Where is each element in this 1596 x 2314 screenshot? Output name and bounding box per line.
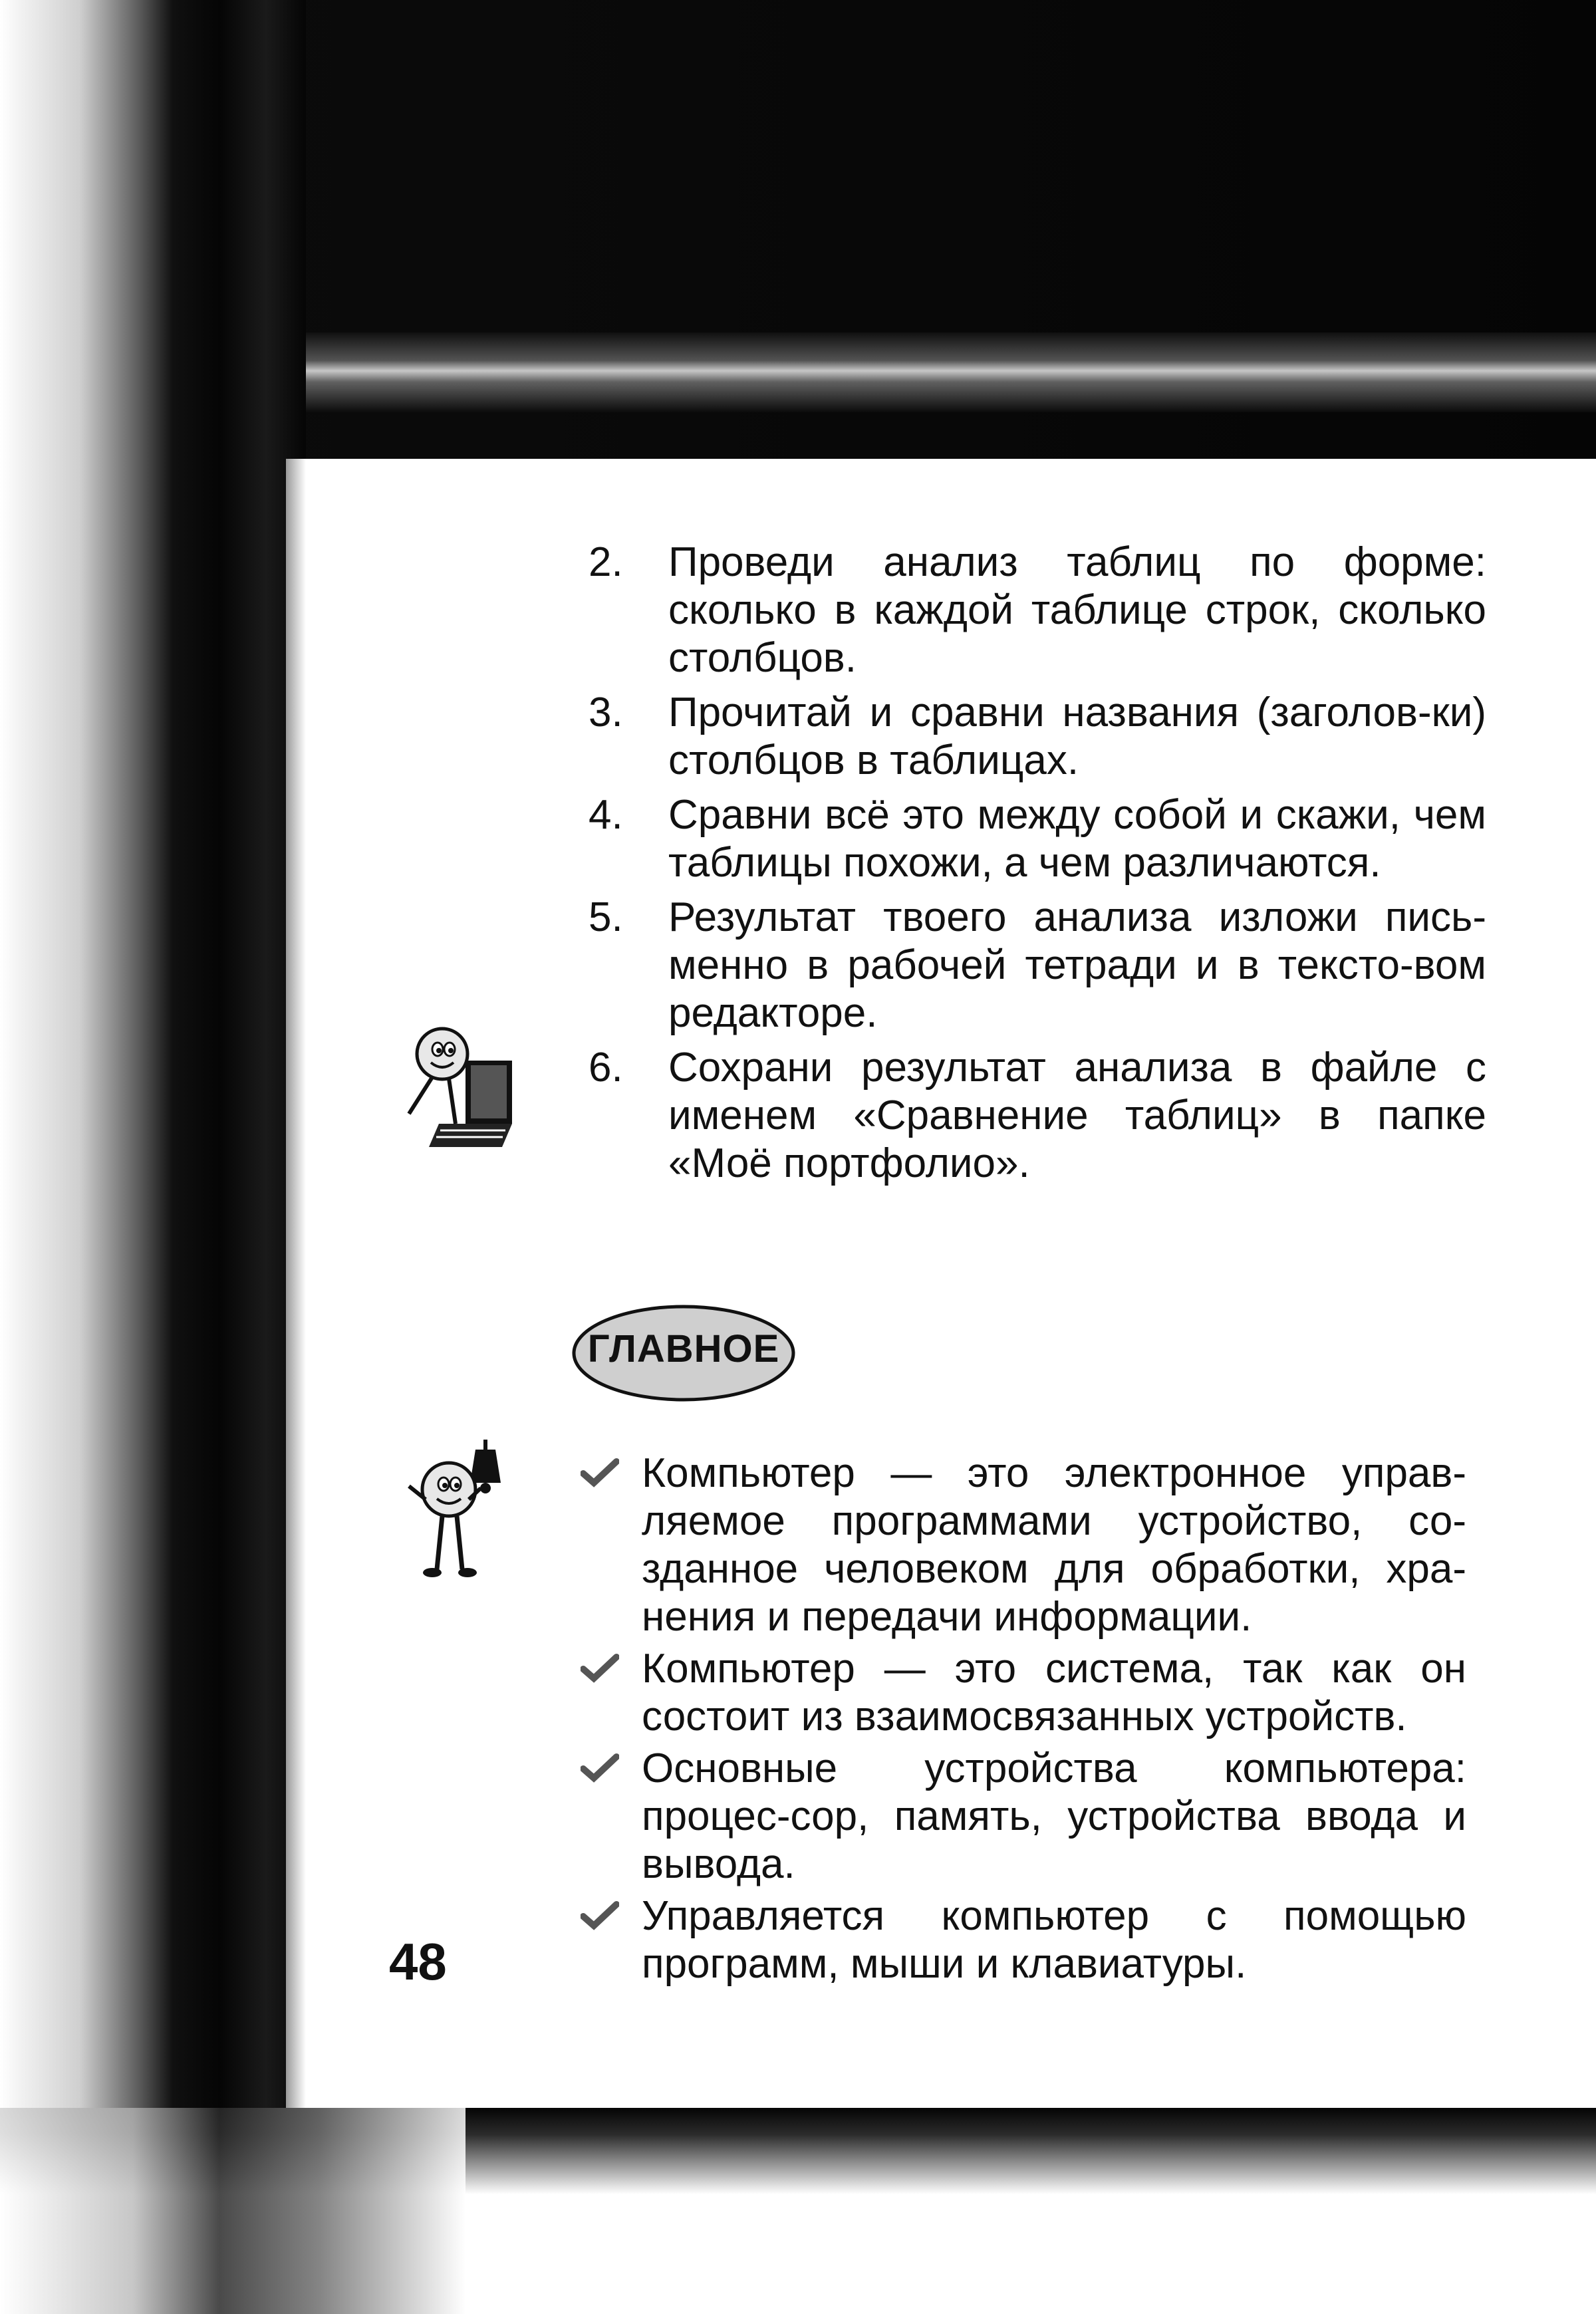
check-icon	[581, 1900, 619, 1931]
task-number: 3.	[589, 690, 623, 735]
summary-text: Компьютер — это система, так как он состоит из взаимосвязанных устройств.	[642, 1646, 1466, 1739]
summary-item	[575, 1450, 1466, 1641]
task-list	[575, 539, 1486, 1194]
scanner-corner-shadow	[0, 2108, 466, 2314]
task-item	[575, 539, 1486, 682]
check-icon	[581, 1753, 619, 1783]
page-gutter-shadow	[286, 459, 306, 2108]
task-item	[575, 894, 1486, 1037]
page-number: 48	[389, 1932, 447, 1991]
task-text: Сохрани результат анализа в файле с именем «Сравнение таблиц» в папке «Моё портфолио».	[668, 1045, 1486, 1186]
task-item	[575, 791, 1486, 887]
task-text: Сравни всё это между собой и скажи, чем таблицы похожи, а чем различаются.	[668, 792, 1486, 886]
check-icon	[581, 1653, 619, 1684]
summary-list	[575, 1450, 1466, 1992]
mascot-computer-icon	[392, 1024, 525, 1157]
summary-item	[575, 1892, 1466, 1988]
task-text: Проведи анализ таблиц по форме: сколько в каждой таблице строк, сколько столбцов.	[668, 539, 1486, 681]
check-icon	[581, 1458, 619, 1488]
task-number: 4.	[589, 792, 623, 838]
summary-text: Основные устройства компьютера: процес-сор, память, устройства ввода и вывода.	[642, 1745, 1466, 1887]
summary-item	[575, 1745, 1466, 1888]
summary-item	[575, 1645, 1466, 1741]
scanner-background-left	[0, 0, 306, 2314]
summary-text: Компьютер — это электронное управ-ляемое программами устройство, со-зданное человеком для обработки, хра-нения и передачи информации.	[642, 1450, 1466, 1640]
summary-text: Управляется компьютер с помощью программ, мыши и клавиатуры.	[642, 1893, 1466, 1987]
task-item	[575, 1044, 1486, 1188]
summary-badge-label: ГЛАВНОЕ	[587, 1327, 780, 1370]
task-text: Результат твоего анализа изложи пись-менно в рабочей тетради и в тексто-вом редакторе.	[668, 894, 1486, 1036]
task-number: 2.	[589, 539, 623, 585]
task-item	[575, 689, 1486, 785]
mascot-bell-icon	[396, 1436, 515, 1583]
task-text: Прочитай и сравни названия (заголов-ки) столбцов в таблицах.	[668, 690, 1486, 783]
scanner-edge-reflection	[173, 332, 1596, 412]
task-number: 6.	[589, 1045, 623, 1091]
task-number: 5.	[589, 894, 623, 940]
